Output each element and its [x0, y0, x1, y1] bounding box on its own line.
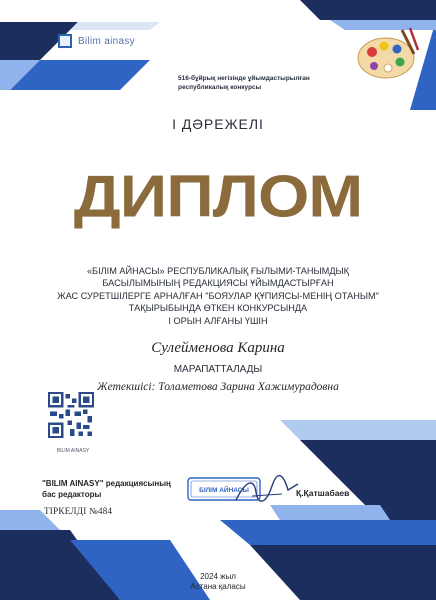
description-line: «БІЛІМ АЙНАСЫ» РЕСПУБЛИКАЛЫҚ ҒЫЛЫМИ-ТАНЫМДЫҚ: [86, 266, 350, 276]
recipient-name: Сулейменова Карина: [151, 340, 285, 356]
degree-label: І ДӘРЕЖЕЛІ: [172, 116, 264, 132]
order-text: 516-бұйрық негізінде ұйымдастырылған республикалық конкурсы: [178, 75, 310, 91]
editor-name: Қ.Қатшабаев: [296, 488, 350, 498]
description-line: ЖАС СУРЕТШІЛЕРГЕ АРНАЛҒАН "БОЯУЛАР ҚҰПИЯСЫ-МЕНІҢ ОТАНЫМ": [57, 290, 379, 301]
paint-palette-icon: [352, 24, 422, 84]
description-line: ТАҚЫРЫБЫНДА ӨТКЕН КОНКУРСЫНДА: [128, 303, 308, 314]
qr-caption: BILIM AINASY: [56, 448, 90, 454]
qr-code-icon: [48, 392, 94, 438]
logo-icon: [58, 34, 72, 48]
issue-city: Астана қаласы: [190, 582, 246, 591]
award-description: [30, 265, 406, 327]
editor-title-line: бас редакторы: [42, 490, 102, 499]
mentor-name: Жетекшісі: Толаметова Зарина Хажимурадовна: [97, 381, 339, 393]
description-line: БАСЫЛЫМЫНЫҢ РЕДАКЦИЯСЫ ҰЙЫМДАСТЫРҒАН: [102, 278, 334, 289]
awarded-label: МАРАПАТТАЛАДЫ: [173, 364, 263, 375]
signature: [232, 470, 302, 510]
brand-logo: [58, 34, 135, 48]
editor-title-line: "BILIM AINASY" редакциясының: [42, 479, 171, 488]
stamp-text: БІЛІМ АЙНАСЫ: [199, 487, 249, 494]
diploma-title: ДИПЛОМ: [73, 162, 363, 230]
issue-year: 2024 жыл: [200, 572, 236, 581]
editor-title: [42, 478, 202, 500]
description-line: І ОРЫН АЛҒАНЫ ҮШІН: [168, 315, 268, 326]
logo-text: Bilim ainasy: [78, 35, 135, 47]
registration-number: ТІРКЕЛДІ №484: [44, 506, 113, 516]
